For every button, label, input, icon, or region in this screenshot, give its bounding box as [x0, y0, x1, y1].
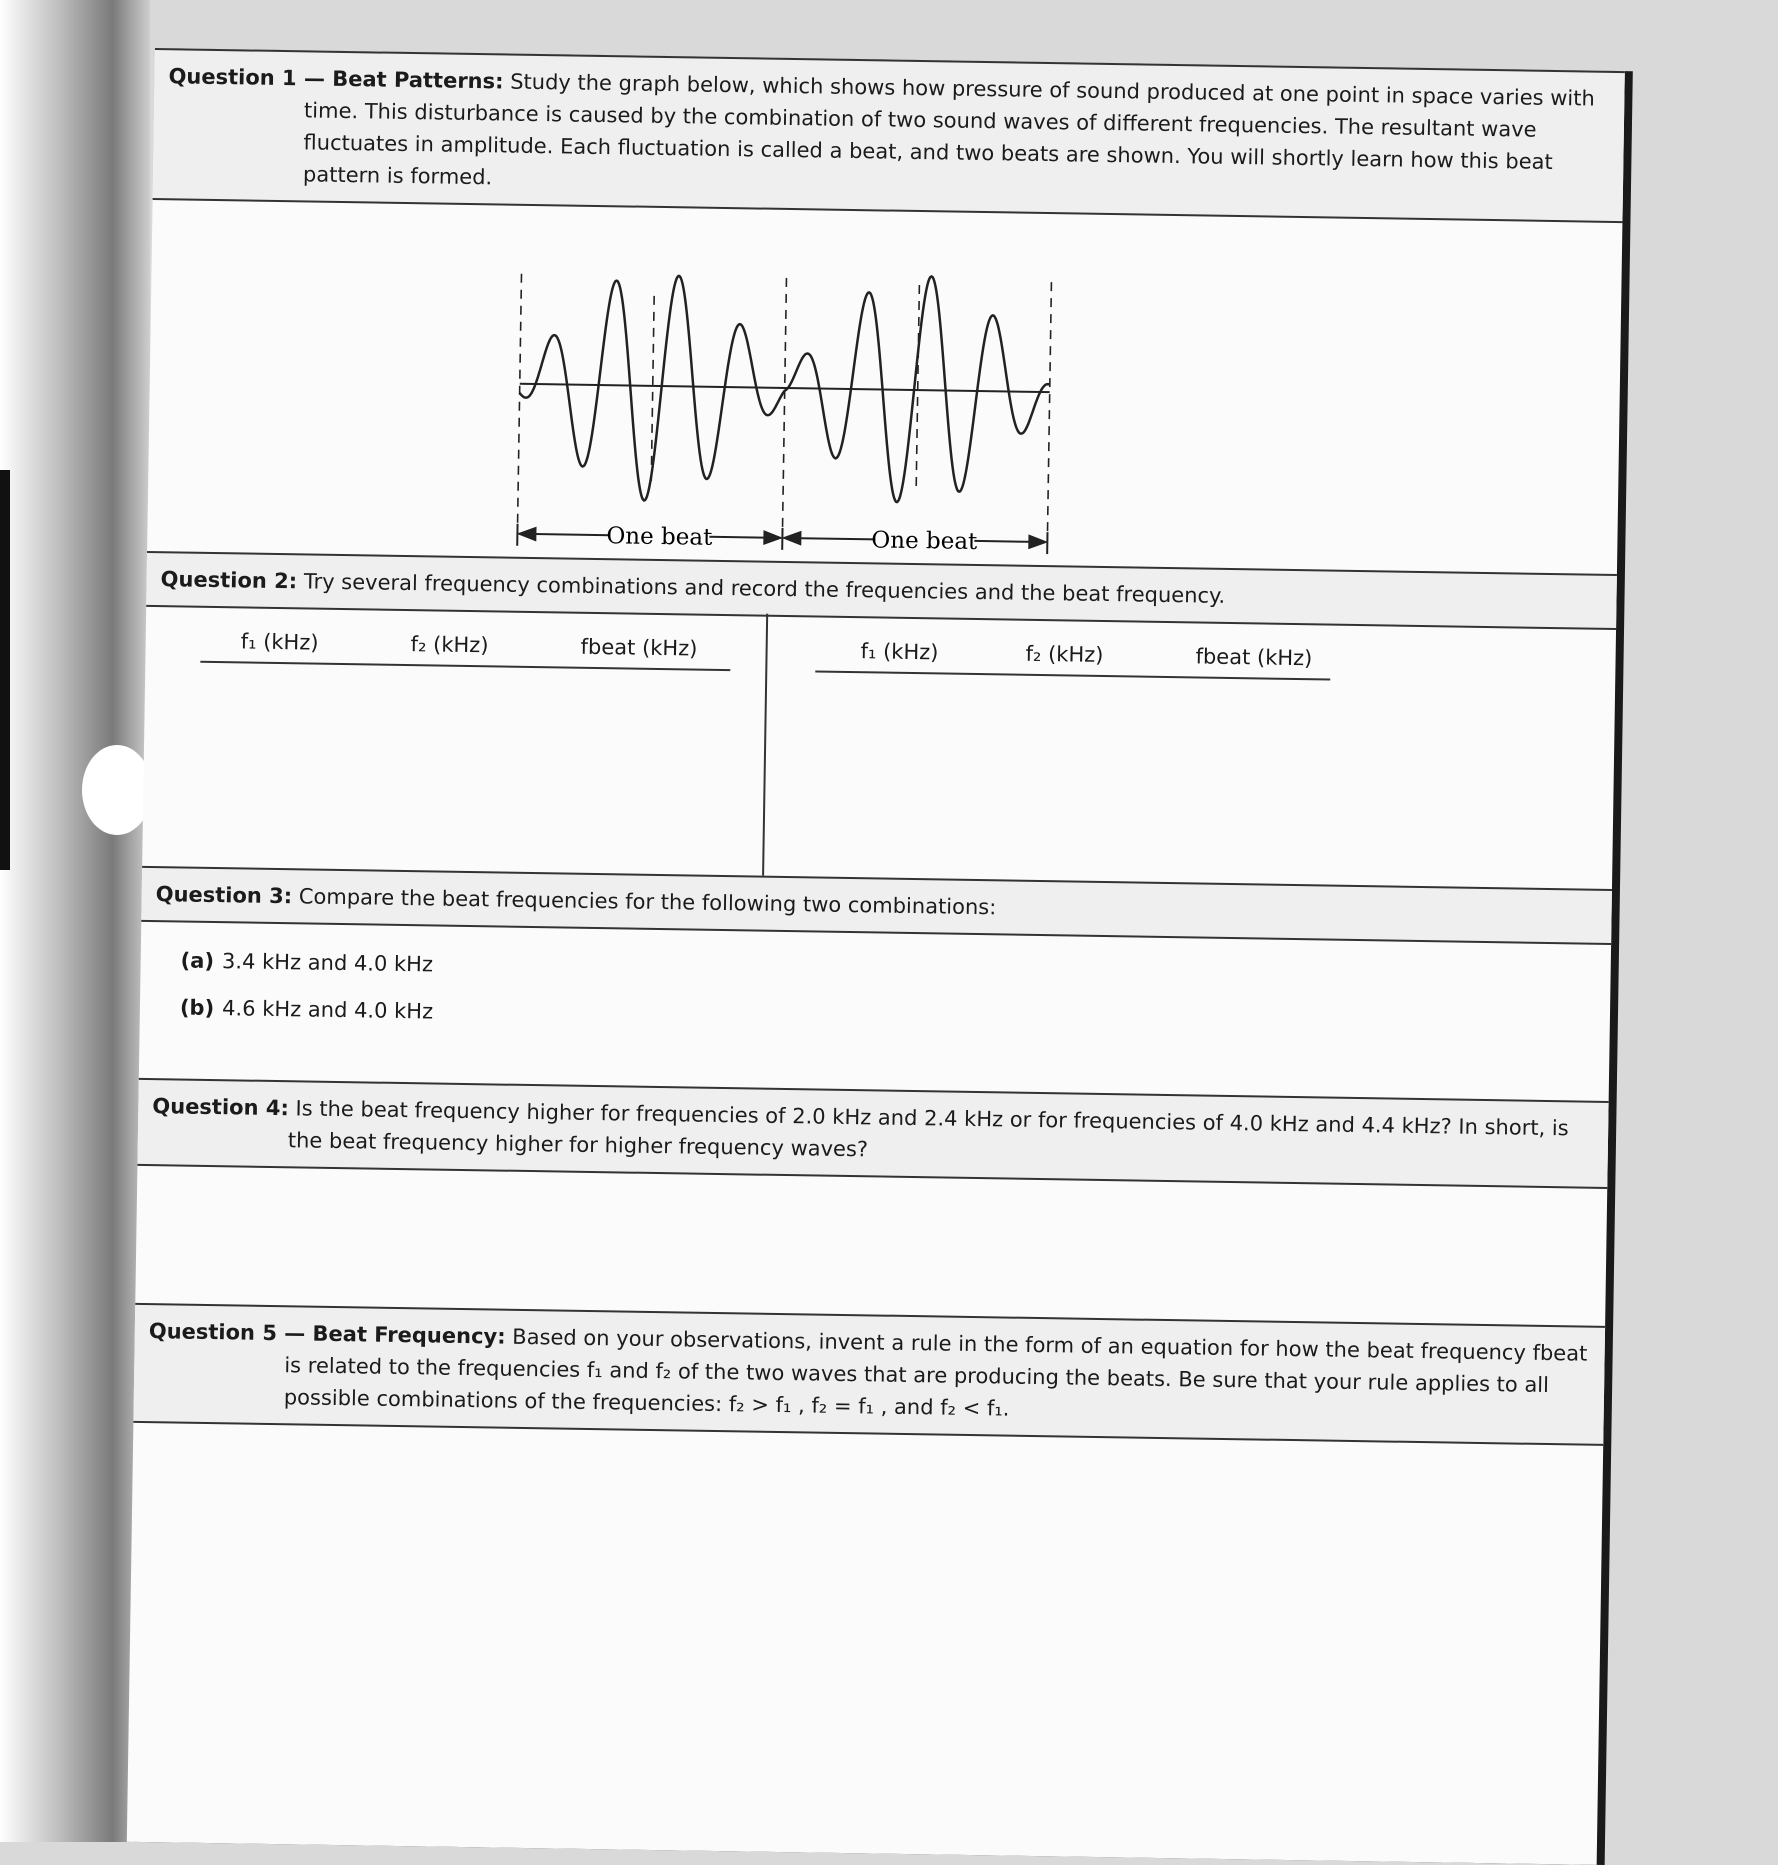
beat-label-2: One beat	[871, 527, 978, 555]
right-col-f1: f₁ (kHz)	[860, 639, 938, 664]
question-4-text: Is the beat frequency higher for frequencies of 2.0 kHz and 2.4 kHz or for frequencies of 4.0 kHz and 4.4 kHz? In short, is the beat frequency higher for higher frequency waves?	[288, 1096, 1569, 1161]
question-5-text: Based on your observations, invent a rule in the form of an equation for how the beat frequency fbeat is related to the frequencies f₁ and f₂ of the two waves that are producing the beats. Be sure that your rule applies to all possible combinations of the frequencies: f₂ > f₁ , f₂ = f₁ , and f₂ < f₁.	[284, 1325, 1588, 1421]
question-5-lead: Question 5 — Beat Frequency:	[149, 1319, 506, 1349]
beat-label-1: One beat	[606, 523, 713, 551]
right-col-f2: f₂ (kHz)	[1025, 642, 1103, 667]
right-col-fbeat: fbeat (kHz)	[1195, 644, 1312, 670]
left-col-f1: f₁ (kHz)	[241, 629, 319, 654]
worksheet-page	[127, 48, 1625, 1865]
left-col-f2: f₂ (kHz)	[410, 632, 488, 657]
question-2-lead: Question 2:	[160, 567, 297, 593]
left-col-fbeat: fbeat (kHz)	[580, 635, 697, 661]
scan-shadow	[0, 470, 10, 870]
question-2-text: Try several frequency combinations and record the frequencies and the beat frequency.	[304, 569, 1226, 607]
beat-dashed-markers	[517, 274, 1051, 537]
question-5-header	[133, 1303, 1605, 1446]
question-3-header	[141, 866, 1612, 945]
question-1-lead: Question 1 — Beat Patterns:	[168, 64, 503, 93]
question-3-lead: Question 3:	[156, 882, 293, 908]
question-4-lead: Question 4:	[152, 1094, 289, 1120]
question-1-text: Study the graph below, which shows how pressure of sound produced at one point in space varies with time. This disturbance is caused by the combination of two sound waves of different frequencies. The resultant wave fluctuates in amplitude. Each fluctuation is called a beat, and two beats are shown. You will shortly learn how this beat pattern is formed.	[303, 70, 1595, 190]
punch-hole	[82, 745, 152, 835]
scan-margin	[0, 0, 150, 1842]
question-3-item-b: (b) 4.6 kHz and 4.0 kHz	[180, 996, 434, 1024]
question-3-item-a: (a) 3.4 kHz and 4.0 kHz	[180, 949, 433, 977]
question-3-text: Compare the beat frequencies for the following two combinations:	[299, 884, 997, 919]
question-4-header	[137, 1078, 1608, 1189]
